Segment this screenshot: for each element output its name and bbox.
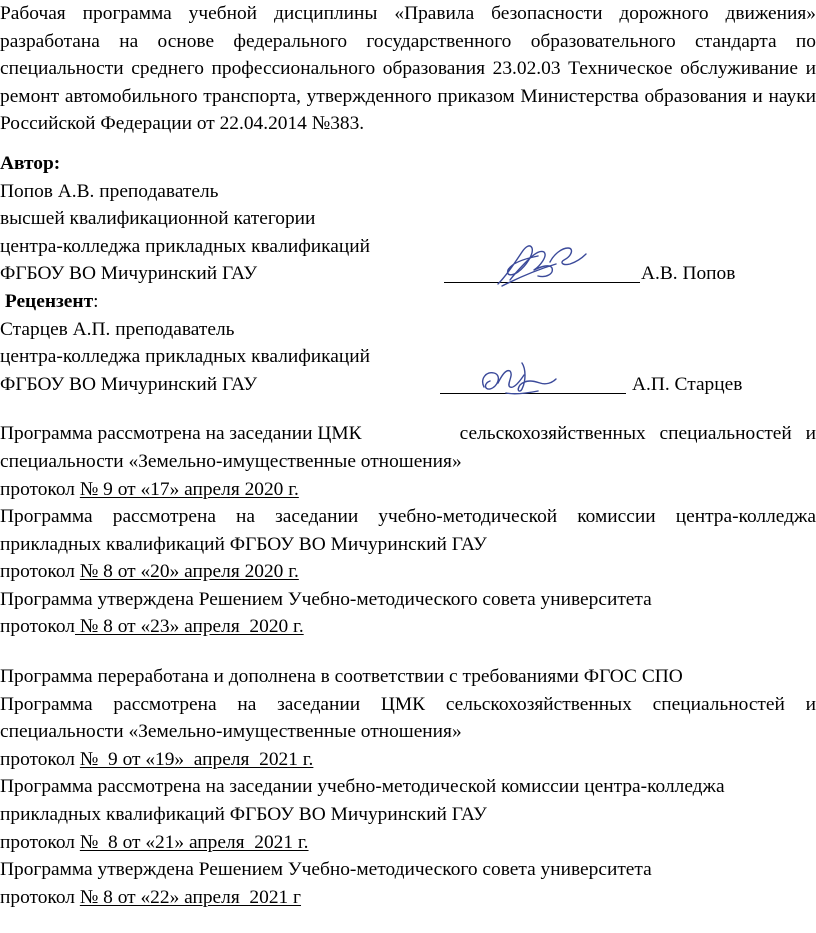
reviewer-heading-row: [0, 288, 816, 316]
umk-2021-line-1: Программа рассмотрена на заседании учебно-методической комиссии центра-колледжа: [0, 776, 725, 798]
umk-2021-line-2: прикладных квалификаций ФГБОУ ВО Мичуринский ГАУ: [0, 804, 487, 826]
reviewer-signature-row: [0, 371, 816, 399]
author-name: А.В. Попов: [641, 263, 736, 285]
reviewer-org: ФГБОУ ВО Мичуринский ГАУ: [0, 373, 258, 395]
spacer: [0, 641, 816, 663]
spacer: [0, 138, 816, 150]
author-line-3: центра-колледжа прикладных квалификаций: [0, 235, 371, 257]
approvals-2020: [0, 420, 816, 641]
umk-2020-protocol: протокол № 8 от «20» апреля 2020 г.: [0, 561, 299, 583]
author-signature-row: [0, 260, 816, 288]
cmk-2020-protocol: протокол № 9 от «17» апреля 2020 г.: [0, 478, 299, 500]
intro-paragraph: Рабочая программа учебной дисциплины «Правила безопасности дорожного движения» разработана на основе федерального государственного образовательного стандарта по специальности среднего профессионального образования 23.02.03 Техническое обслуживание и ремонт автомобильного транспорта, утвержденного приказом Министерства образования и науки Российской Федерации от 22.04.2014 №383.: [0, 3, 816, 135]
author-heading: Автор:: [0, 152, 61, 174]
reviewer-line-1: Старцев А.П. преподаватель: [0, 318, 235, 340]
reviewer-block: [0, 288, 816, 398]
reviewer-line-2: центра-колледжа прикладных квалификаций: [0, 346, 371, 368]
council-2020: Программа утверждена Решением Учебно-методического совета университета: [0, 588, 652, 610]
umk-2020: Программа рассмотрена на заседании учебно-методической комиссии центра-колледжа прикладных квалификаций ФГБОУ ВО Мичуринский ГАУ: [0, 506, 816, 555]
cmk-2020-line-2: специальности «Земельно-имущественные отношения»: [0, 450, 462, 472]
reviewer-name: А.П. Старцев: [632, 373, 743, 395]
spacer: [0, 398, 816, 420]
cmk-2021: Программа рассмотрена на заседании ЦМК сельскохозяйственных специальностей и специальности «Земельно-имущественные отношения»: [0, 693, 816, 743]
revised-note: Программа переработана и дополнена в соответствии с требованиями ФГОС СПО: [0, 666, 683, 688]
council-2020-protocol: протокол № 8 от «23» апреля 2020 г.: [0, 616, 304, 638]
cmk-2021-protocol: протокол № 9 от «19» апреля 2021 г.: [0, 748, 314, 770]
author-line-1: Попов А.В. преподаватель: [0, 180, 219, 202]
cmk-2020-line-1: Программа рассмотрена на заседании ЦМК сельскохозяйственных специальностей и: [0, 423, 816, 445]
council-2021-protocol: протокол № 8 от «22» апреля 2021 г: [0, 886, 302, 908]
reviewer-colon: :: [93, 290, 99, 312]
author-org: ФГБОУ ВО Мичуринский ГАУ: [0, 263, 258, 285]
approvals-2021: [0, 663, 816, 911]
reviewer-heading: Рецензент: [4, 290, 94, 312]
author-line-2: высшей квалификационной категории: [0, 208, 316, 230]
council-2021: Программа утверждена Решением Учебно-методического совета университета: [0, 859, 652, 881]
umk-2021-protocol: протокол № 8 от «21» апреля 2021 г.: [0, 831, 309, 853]
author-block: [0, 150, 816, 288]
author-signature-line: [444, 260, 640, 288]
reviewer-signature-line: [440, 371, 626, 399]
